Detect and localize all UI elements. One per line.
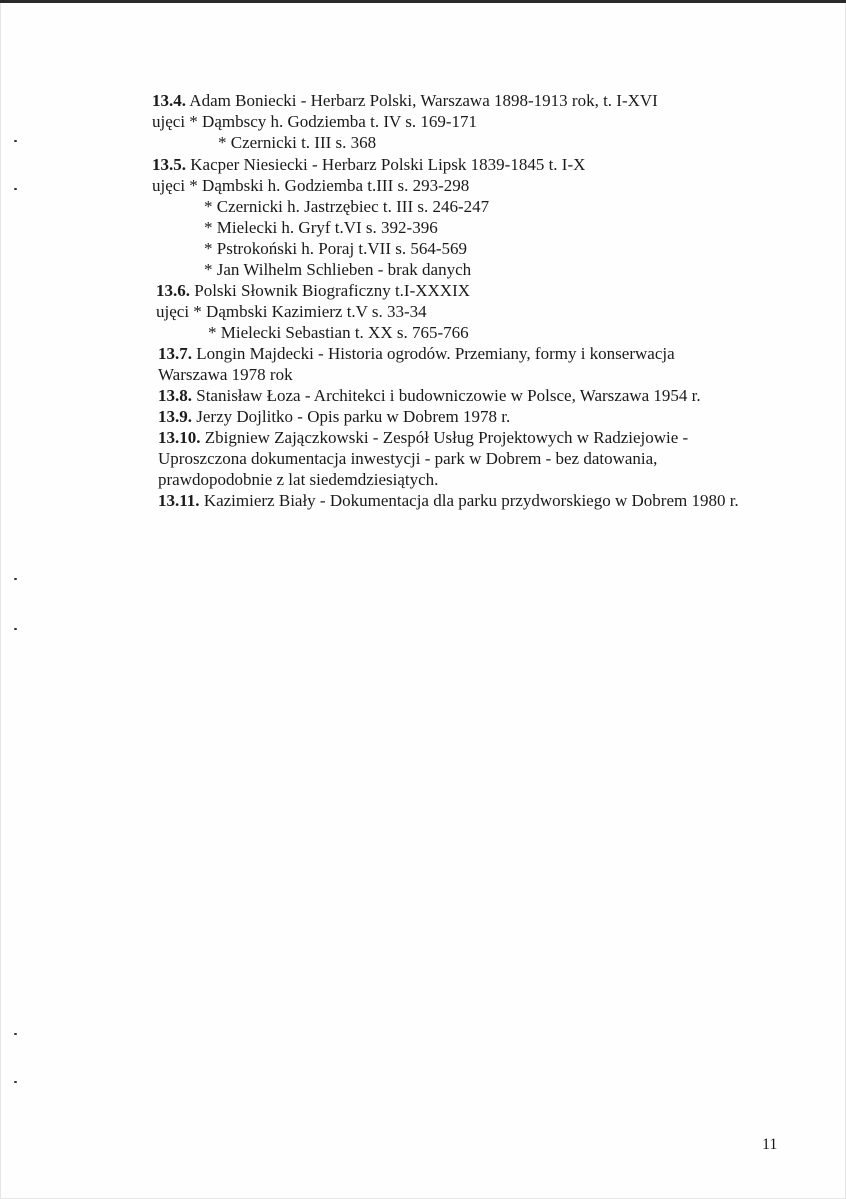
bibliography-entry-line: [158, 449, 657, 469]
entry-number: 13.6.: [156, 281, 190, 300]
entry-text: Warszawa 1978 rok: [158, 365, 293, 384]
entry-text: Jerzy Dojlitko - Opis parku w Dobrem 1978 r.: [192, 407, 511, 426]
bibliography-entry-heading: [158, 428, 688, 448]
entry-number: 13.7.: [158, 344, 192, 363]
entry-number: 13.8.: [158, 386, 192, 405]
bibliography-entry-line: [204, 239, 467, 259]
scan-top-edge: [0, 0, 846, 3]
entry-text: Stanisław Łoza - Architekci i budowniczowie w Polsce, Warszawa 1954 r.: [192, 386, 701, 405]
entry-text: Adam Boniecki - Herbarz Polski, Warszawa 1898-1913 rok, t. I-XVI: [186, 91, 658, 110]
entry-text: * Mielecki h. Gryf t.VI s. 392-396: [204, 218, 438, 237]
bibliography-entry-line: [204, 197, 489, 217]
entry-text: * Mielecki Sebastian t. XX s. 765-766: [208, 323, 469, 342]
entry-number: 13.10.: [158, 428, 201, 447]
entry-number: 13.4.: [152, 91, 186, 110]
entry-text: ujęci * Dąmbscy h. Godziemba t. IV s. 169-171: [152, 112, 477, 131]
bibliography-entry-heading: [158, 386, 701, 406]
scan-speck: [14, 1033, 17, 1035]
bibliography-entry-line: [156, 302, 427, 322]
entry-text: Polski Słownik Biograficzny t.I-XXXIX: [190, 281, 471, 300]
bibliography-entry-line: [152, 176, 469, 196]
entry-text: * Pstrokoński h. Poraj t.VII s. 564-569: [204, 239, 468, 258]
entry-number: 13.9.: [158, 407, 192, 426]
bibliography-entry-heading: [152, 91, 658, 111]
entry-number: 13.11.: [158, 491, 200, 510]
entry-text: * Czernicki h. Jastrzębiec t. III s. 246-247: [204, 197, 490, 216]
bibliography-entry-heading: [152, 155, 585, 175]
entry-text: Zbigniew Zajączkowski - Zespół Usług Projektowych w Radziejowie -: [200, 428, 689, 447]
page-number: 11: [762, 1136, 778, 1153]
entry-text: Longin Majdecki - Historia ogrodów. Przemiany, formy i konserwacja: [192, 344, 675, 363]
bibliography-entry-line: [152, 112, 477, 132]
bibliography-entry-heading: [158, 344, 675, 364]
bibliography-entry-heading: [158, 491, 739, 511]
entry-text: Kacper Niesiecki - Herbarz Polski Lipsk 1839-1845 t. I-X: [186, 155, 586, 174]
bibliography-entry-line: [204, 260, 471, 280]
entry-text: prawdopodobnie z lat siedemdziesiątych.: [158, 470, 439, 489]
bibliography-entry-line: [204, 218, 438, 238]
scan-speck: [14, 578, 17, 580]
entry-text: ujęci * Dąmbski Kazimierz t.V s. 33-34: [156, 302, 427, 321]
scan-speck: [14, 628, 17, 630]
entry-text: ujęci * Dąmbski h. Godziemba t.III s. 293-298: [152, 176, 470, 195]
bibliography-entry-line: [158, 470, 438, 490]
entry-text: Kazimierz Biały - Dokumentacja dla parku przydworskiego w Dobrem 1980 r.: [199, 491, 739, 510]
bibliography-entry-line: [158, 365, 293, 385]
entry-text: * Jan Wilhelm Schlieben - brak danych: [204, 260, 472, 279]
entry-text: * Czernicki t. III s. 368: [218, 133, 377, 152]
bibliography-entry-line: [218, 133, 376, 153]
entry-text: Uproszczona dokumentacja inwestycji - park w Dobrem - bez datowania,: [158, 449, 658, 468]
scan-speck: [14, 140, 17, 142]
entry-number: 13.5.: [152, 155, 186, 174]
scan-speck: [14, 188, 17, 190]
bibliography-entry-line: [208, 323, 469, 343]
scan-speck: [14, 1081, 17, 1083]
bibliography-entry-heading: [158, 407, 510, 427]
bibliography-entry-heading: [156, 281, 470, 301]
